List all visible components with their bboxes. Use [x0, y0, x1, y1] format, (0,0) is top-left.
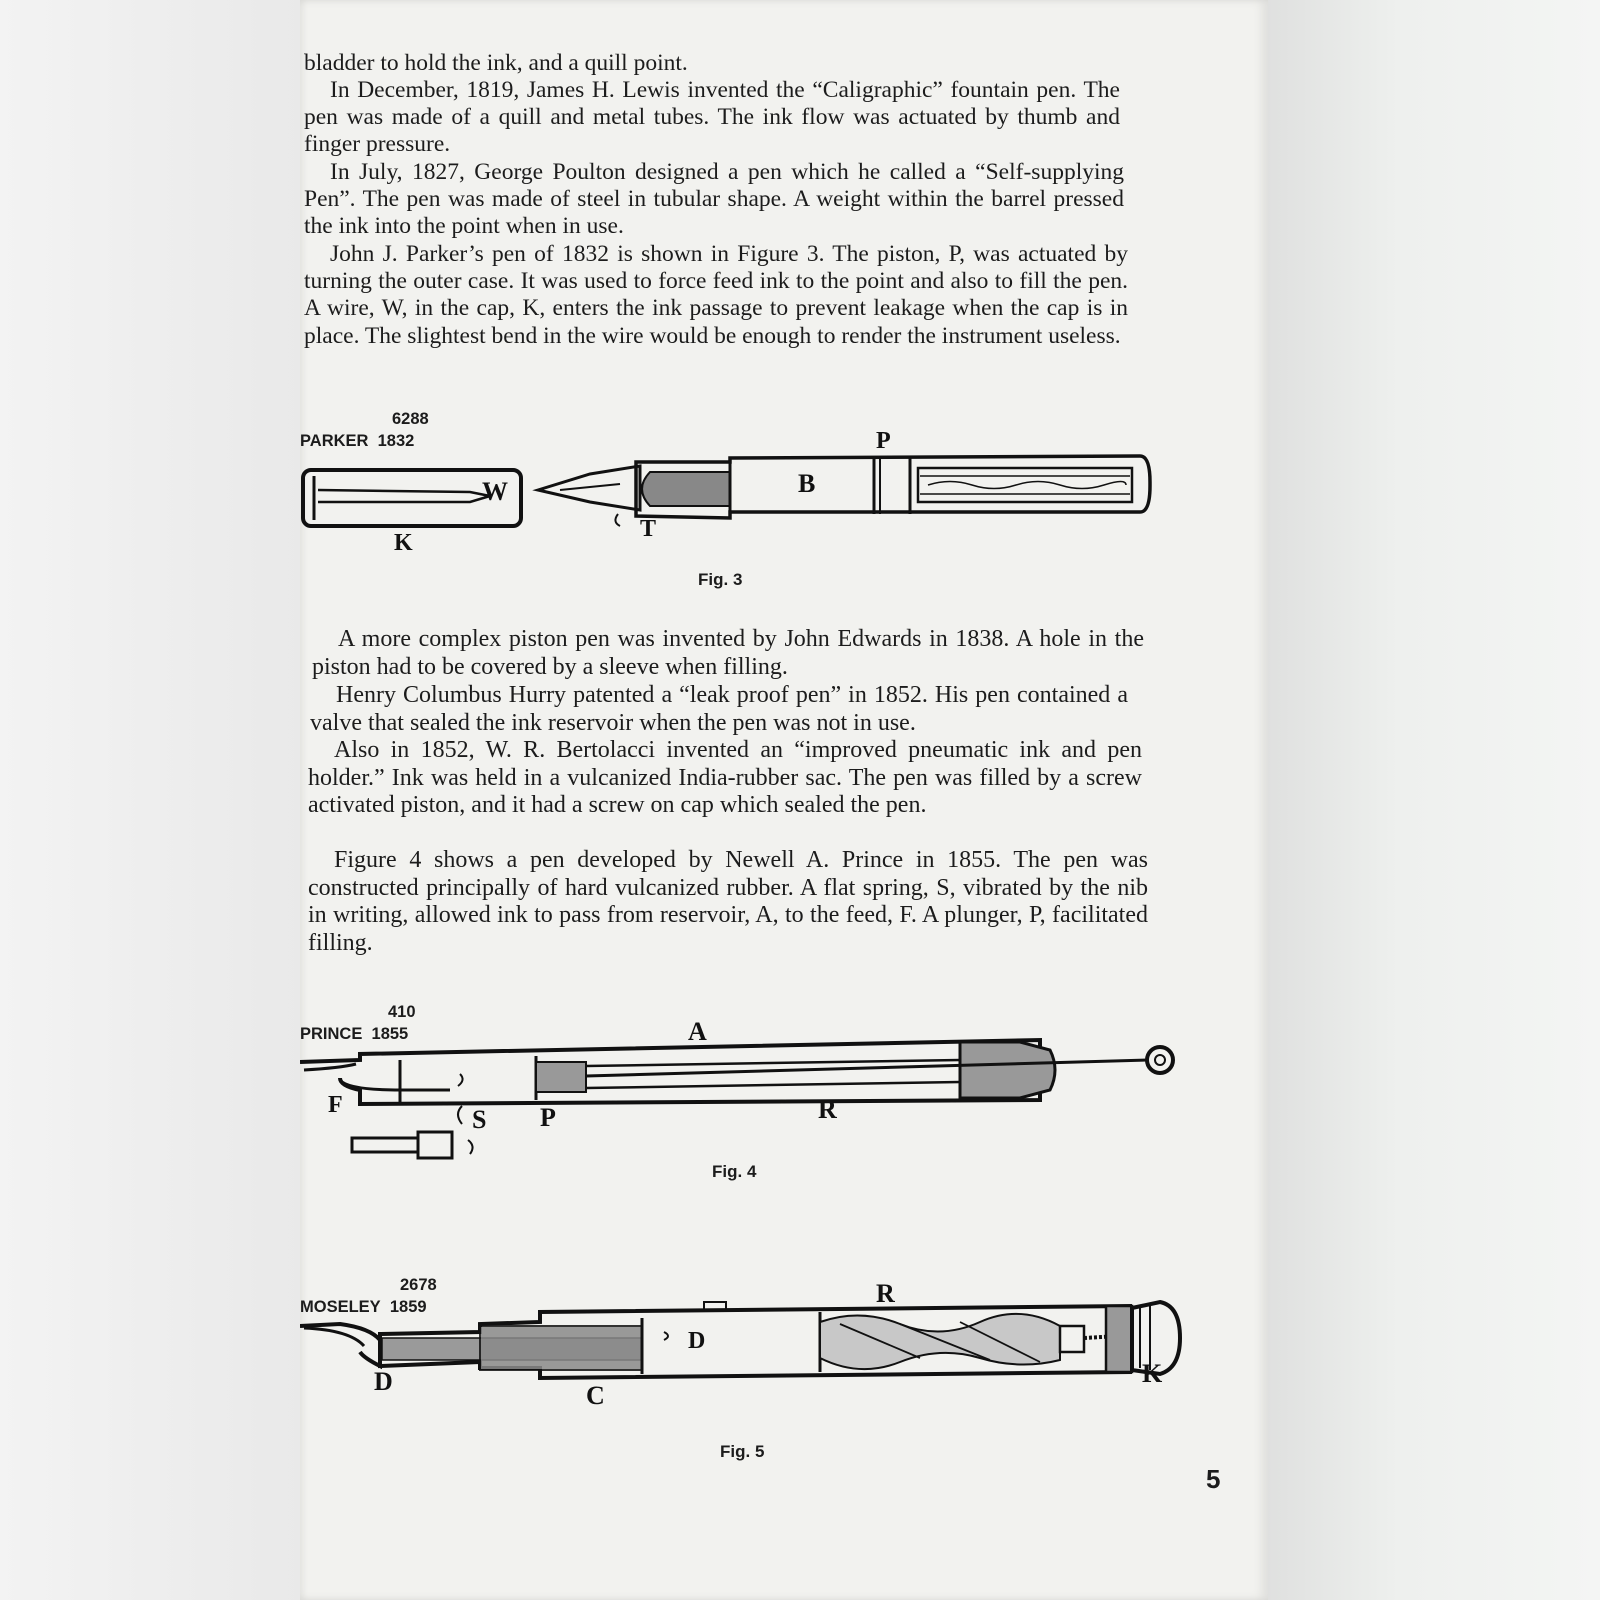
fig5-number: 2678	[400, 1276, 437, 1294]
page-number: 5	[1206, 1464, 1221, 1494]
fig3-caption: Fig. 3	[698, 570, 743, 589]
fig4-label-a: A	[688, 1017, 707, 1046]
fig3-label-b: B	[798, 469, 816, 498]
fig4-label-p: P	[540, 1103, 556, 1132]
fig5-label-d-inner: D	[688, 1328, 706, 1354]
fig4-year: 1855	[371, 1025, 409, 1043]
paragraph-3: In July, 1827, George Poulton designed a pen which he called a “Self-supplying Pen”. The pen was made of steel in tubular shape. A weight within the barrel pressed the ink into the point when in use.	[304, 159, 1124, 240]
fig3-year: 1832	[377, 432, 415, 450]
paragraph-5: A more complex piston pen was invented by John Edwards in 1838. A hole in the piston had to be covered by a sleeve when filling.	[312, 626, 1144, 680]
fig4-label-s: S	[472, 1105, 487, 1134]
book-page	[300, 0, 1268, 1600]
paragraph-8: Figure 4 shows a pen developed by Newell A. Prince in 1855. The pen was constructed principally of hard vulcanized rubber. A flat spring, S, vibrated by the nib in writing, allowed ink to pass from reservoir, A, to the feed, F. A plunger, P, facilitated filling.	[308, 847, 1148, 956]
paragraph-6: Henry Columbus Hurry patented a “leak proof pen” in 1852. His pen contained a valve that sealed the ink reservoir when the pen was not in use.	[310, 682, 1128, 736]
fig4-label-r: R	[818, 1095, 837, 1124]
fig5-label-k: K	[1142, 1359, 1163, 1388]
paragraph-2: In December, 1819, James H. Lewis invented the “Caligraphic” fountain pen. The pen was made of a quill and metal tubes. The ink flow was actuated by thumb and finger pressure.	[304, 77, 1120, 158]
fig5-label-d: D	[374, 1367, 393, 1396]
fig4-name: PRINCE	[300, 1025, 363, 1043]
fig5-label-r: R	[876, 1279, 895, 1308]
fig3-label-p: P	[876, 428, 891, 454]
fig3-label-k: K	[394, 530, 413, 556]
fig5-name: MOSELEY	[300, 1298, 381, 1316]
paragraph-7: Also in 1852, W. R. Bertolacci invented an “improved pneumatic ink and pen holder.” Ink was held in a vulcanized India-rubber sac. The pen was filled by a screw activated piston, and it had a screw on cap which sealed the pen.	[308, 737, 1142, 818]
fig5-year: 1859	[389, 1298, 427, 1316]
paragraph-1: bladder to hold the ink, and a quill point.	[304, 50, 688, 76]
fig5-moseley-pen-drawing	[300, 1279, 1268, 1432]
fig4-number: 410	[388, 1003, 416, 1021]
fig5-label-c: C	[586, 1381, 605, 1410]
fig3-parker-pen-drawing	[300, 428, 1268, 582]
paragraph-4: John J. Parker’s pen of 1832 is shown in Figure 3. The piston, P, was actuated by turning the outer case. It was used to force feed ink to the point and also to fill the pen. A wire, W, in the cap, K, enters the ink passage to prevent leakage when the cap is in place. The slightest bend in the wire would be enough to render the instrument useless.	[304, 241, 1128, 349]
background-right	[1266, 0, 1600, 1600]
fig3-label-w: W	[482, 477, 508, 506]
fig4-label-f: F	[328, 1092, 343, 1118]
fig4-prince-pen-drawing	[300, 1017, 1268, 1170]
fig3-name: PARKER	[300, 432, 369, 450]
fig4-caption: Fig. 4	[712, 1162, 757, 1181]
fig5-caption: Fig. 5	[720, 1442, 765, 1461]
fig3-label-t: T	[640, 516, 657, 542]
background-left	[0, 0, 302, 1600]
fig3-number: 6288	[392, 410, 429, 428]
